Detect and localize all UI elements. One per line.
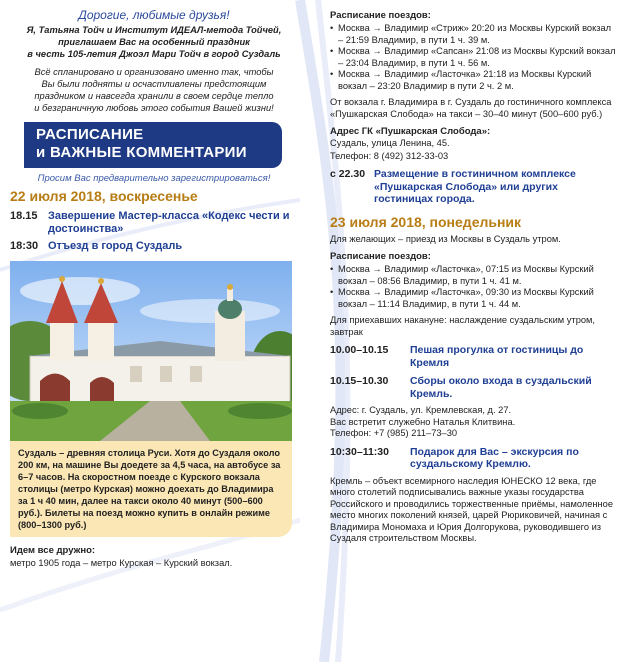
left-column bbox=[10, 4, 298, 568]
train-text: Москва → Владимир «Стриж» 20:20 из Москвы Курский вокзал – 21:59 Владимир, в пути 1 ч. 39 м. bbox=[338, 23, 612, 45]
event-time: 10.00–10.15 bbox=[330, 344, 389, 356]
body-line: Вы были подняты и осчастливлены предстоящим bbox=[41, 79, 267, 89]
invite-line: приглашаем Вас на особенный праздник bbox=[58, 37, 250, 47]
train-text: Москва → Владимир «Сапсан» 21:08 из Москвы Курский вокзал – 23:04 Владимир, в пути 1 ч. 56 м. bbox=[338, 46, 616, 68]
schedule-banner bbox=[24, 122, 282, 168]
taxi-note: От вокзала г. Владимира в г. Суздаль до гостиничного комплекса «Пушкарская Слобода» на такси – 30–40 минут (500–600 руб.) bbox=[330, 97, 612, 119]
train-schedule-label: Расписание поездов: bbox=[330, 10, 431, 21]
greeting-body bbox=[10, 66, 298, 114]
day1-event bbox=[10, 210, 298, 236]
hotel-address-title: Адрес ГК «Пушкарская Слобода»: bbox=[330, 126, 491, 137]
body-line: и безграничную любовь этого события Вашей жизни! bbox=[34, 103, 274, 113]
invite-text bbox=[10, 24, 298, 60]
event-text: Размещение в гостиничном комплексе «Пушкарская Слобода» или других гостиницах города. bbox=[374, 168, 576, 205]
event-text: Подарок для Вас – экскурсия по суздальскому Кремлю. bbox=[410, 445, 579, 470]
suzdal-kremlin-photo bbox=[10, 261, 292, 441]
checkin-event bbox=[330, 168, 618, 206]
invite-line: в честь 105-летия Джоэл Мари Тойч в город Суздаль bbox=[27, 49, 281, 59]
invite-line: Я, Татьяна Тойч и Институт ИДЕАЛ-метода Тойчей, bbox=[26, 25, 282, 35]
register-note: Просим Вас предварительно зарегистрироваться! bbox=[37, 173, 271, 184]
go-together-text: метро 1905 года – метро Курская – Курский вокзал. bbox=[10, 558, 233, 568]
body-line: праздником и навсегда хранили в своем сердце тепло bbox=[34, 91, 274, 101]
event-text: Отъезд в город Суздаль bbox=[48, 240, 183, 252]
gift-event bbox=[330, 446, 618, 471]
train-item: • Москва → Владимир «Ласточка», 09:30 из Москвы Курский вокзал – 11:14 Владимир, в пути 1 ч. 44 м. bbox=[330, 287, 618, 310]
body-line: Всё спланировано и организовано именно так, чтобы bbox=[34, 67, 274, 77]
early-arrival-note: Для приехавших накануне: наслаждение суздальским утром, завтрак bbox=[330, 315, 596, 337]
event-time: 18.15 bbox=[10, 210, 38, 222]
greeting-title: Дорогие, любимые друзья! bbox=[78, 8, 230, 22]
train-text: Москва → Владимир «Ласточка», 09:30 из Москвы Курский вокзал – 11:14 Владимир, в пути 1 ч. 44 м. bbox=[338, 287, 594, 309]
banner-line2: и ВАЖНЫЕ КОММЕНТАРИИ bbox=[36, 144, 247, 161]
train-item: • Москва → Владимир «Стриж» 20:20 из Москвы Курский вокзал – 21:59 Владимир, в пути 1 ч. 39 м. bbox=[330, 23, 618, 46]
kremlin-description: Кремль – объект всемирного наследия ЮНЕСКО 12 века, где много столетий подписывались важные указы государства Российского и проводились торжественные приёмы, намоленное место многих поколений князей, царей Рюриковичей, начиная с Владимира Мономаха и Юрия Долгорукова, руководившего из Суздаля строительством Москвы. bbox=[330, 475, 614, 543]
day2-event bbox=[330, 344, 618, 369]
meet-address: Адрес: г. Суздаль, ул. Кремлевская, д. 27. bbox=[330, 405, 512, 415]
meet-phone: Телефон: +7 (985) 211–73–30 bbox=[330, 428, 458, 438]
banner-line1: РАСПИСАНИЕ bbox=[36, 126, 144, 143]
train-text: Москва → Владимир «Ласточка», 07:15 из Москвы Курский вокзал – 08:56 Владимир, в пути 1 ч. 41 м. bbox=[338, 264, 594, 286]
train-item: • Москва → Владимир «Сапсан» 21:08 из Москвы Курский вокзал – 23:04 Владимир, в пути 1 ч. 56 м. bbox=[330, 46, 618, 69]
photo-illustration bbox=[10, 261, 292, 441]
go-together-title: Идем все дружно: bbox=[10, 545, 96, 556]
train-item: • Москва → Владимир «Ласточка», 07:15 из Москвы Курский вокзал – 08:56 Владимир, в пути 1 ч. 41 м. bbox=[330, 264, 618, 287]
event-time: 10:30–11:30 bbox=[330, 445, 389, 458]
train-item: • Москва → Владимир «Ласточка» 21:18 из Москвы Курский вокзал – 23:20 Владимир в пути 2 ч. 2 м. bbox=[330, 69, 618, 92]
day2-heading: 23 июля 2018, понедельник bbox=[330, 213, 522, 230]
train-schedule-label: Расписание поездов: bbox=[330, 251, 431, 262]
right-column bbox=[330, 4, 618, 545]
event-time: 10.15–10.30 bbox=[330, 375, 389, 387]
event-text: Сборы около входа в суздальский Кремль. bbox=[410, 375, 592, 400]
day2-event bbox=[330, 375, 618, 400]
meet-contact: Вас встретит служебно Наталья Клитвина. bbox=[330, 416, 516, 427]
day2-intro: Для желающих – приезд из Москвы в Суздаль утром. bbox=[330, 233, 561, 244]
train-text: Москва → Владимир «Ласточка» 21:18 из Москвы Курский вокзал – 23:20 Владимир в пути 2 ч. 2 м. bbox=[338, 69, 592, 91]
event-time: 18:30 bbox=[10, 240, 39, 252]
day1-heading: 22 июля 2018, воскресенье bbox=[10, 188, 198, 204]
day1-event bbox=[10, 240, 298, 253]
hotel-phone: Телефон: 8 (492) 312-33-03 bbox=[330, 150, 449, 161]
photo-caption: Суздаль – древняя столица Руси. Хотя до Суздаля около 200 км, на машине Вы доедете за 4,5 часа, на автобусе за 6–7 часов. На скоростном поезде с Курского вокзала столицы (метро Курская) можно доехать до Владимира за 1 ч 40 мин, далее на такси около 40 минут (500–600 руб.). Билеты на поезд можно купить в онлайн режиме (800–1300 руб.) bbox=[10, 441, 292, 537]
event-time: с 22.30 bbox=[330, 168, 366, 180]
event-text: Завершение Мастер-класса «Кодекс чести и достоинства» bbox=[48, 210, 290, 235]
event-text: Пешая прогулка от гостиницы до Кремля bbox=[410, 344, 584, 369]
hotel-address: Суздаль, улица Ленина, 45. bbox=[330, 138, 450, 148]
